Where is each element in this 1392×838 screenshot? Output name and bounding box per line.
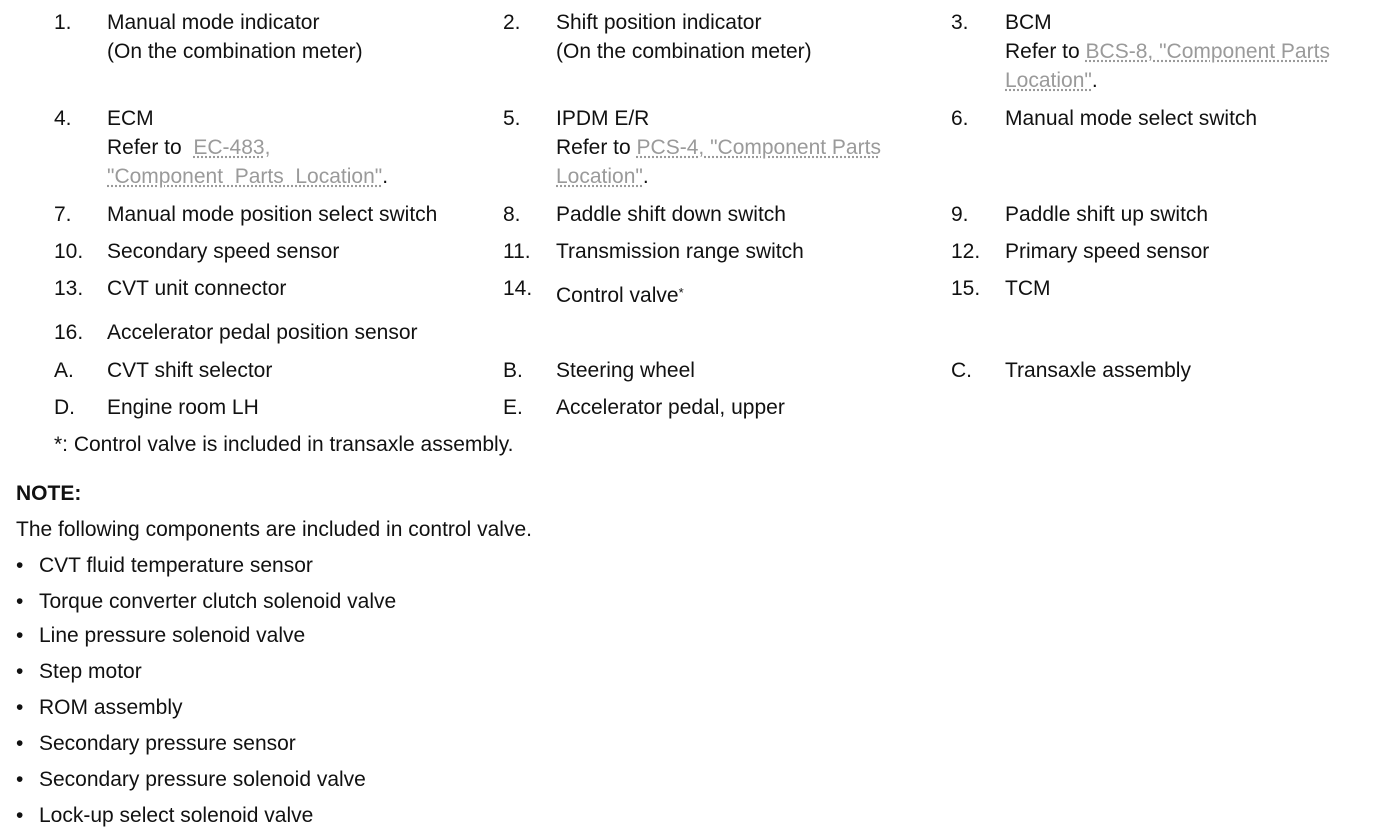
ec-483-link-cont[interactable]: "Component Parts Location" bbox=[107, 165, 383, 188]
bullet-icon: • bbox=[16, 768, 24, 791]
item-letter: C. bbox=[951, 359, 972, 382]
legend-item-manual-mode-select-switch bbox=[1005, 104, 1257, 133]
legend-item-ecm bbox=[107, 104, 388, 191]
list-item-text: Lock-up select solenoid valve bbox=[39, 804, 314, 827]
item-number: 8. bbox=[503, 203, 521, 226]
bullet-icon: • bbox=[16, 624, 24, 647]
legend-item-transmission-range-switch bbox=[556, 237, 804, 266]
list-item bbox=[16, 801, 313, 830]
item-label: Manual mode select switch bbox=[1005, 107, 1258, 130]
item-number: 9. bbox=[951, 203, 969, 226]
item-sublabel: (On the combination meter) bbox=[556, 40, 812, 63]
legend-item-paddle-shift-down-switch bbox=[556, 200, 786, 229]
bullet-icon: • bbox=[16, 554, 24, 577]
list-item-text: CVT fluid temperature sensor bbox=[39, 554, 313, 577]
legend-item-tcm bbox=[1005, 274, 1051, 303]
item-number: 14. bbox=[503, 277, 533, 300]
item-number: 16. bbox=[54, 321, 84, 344]
legend-item-primary-speed-sensor bbox=[1005, 237, 1209, 266]
item-label: Secondary speed sensor bbox=[107, 240, 340, 263]
item-number: 3. bbox=[951, 11, 969, 34]
link-suffix: . bbox=[382, 165, 389, 188]
list-item bbox=[16, 693, 183, 722]
list-item-text: Secondary pressure sensor bbox=[39, 732, 296, 755]
item-label: ECM bbox=[107, 107, 154, 130]
item-label: Paddle shift down switch bbox=[556, 203, 786, 226]
note-heading: NOTE: bbox=[16, 482, 82, 505]
item-label: Manual mode indicator bbox=[107, 11, 320, 34]
legend-item-manual-mode-indicator bbox=[107, 8, 363, 66]
pcs-4-link-cont[interactable]: Location" bbox=[556, 165, 643, 188]
list-item-text: Secondary pressure solenoid valve bbox=[39, 768, 366, 791]
list-item-text: Line pressure solenoid valve bbox=[39, 624, 306, 647]
legend-item-accelerator-pedal-upper bbox=[556, 393, 785, 422]
item-label: Engine room LH bbox=[107, 396, 259, 419]
legend-item-steering-wheel bbox=[556, 356, 695, 385]
item-number: 4. bbox=[54, 107, 72, 130]
legend-item-shift-position-indicator bbox=[556, 8, 812, 66]
bcs-8-link[interactable]: BCS-8, "Component Parts bbox=[1085, 40, 1330, 63]
item-label: Transaxle assembly bbox=[1005, 359, 1191, 382]
list-item bbox=[16, 729, 296, 758]
item-label: Transmission range switch bbox=[556, 240, 804, 263]
link-suffix: . bbox=[642, 165, 649, 188]
note-intro: The following components are included in control valve. bbox=[16, 518, 532, 541]
bullet-icon: • bbox=[16, 804, 24, 827]
bullet-icon: • bbox=[16, 590, 24, 613]
list-item bbox=[16, 551, 313, 580]
bullet-icon: • bbox=[16, 696, 24, 719]
refer-prefix: Refer to bbox=[1005, 40, 1086, 63]
item-letter: D. bbox=[54, 396, 75, 419]
item-label: TCM bbox=[1005, 277, 1051, 300]
item-label: Accelerator pedal position sensor bbox=[107, 321, 418, 344]
item-label: Manual mode position select switch bbox=[107, 203, 438, 226]
refer-prefix: Refer to bbox=[107, 136, 194, 159]
legend-item-manual-mode-position-select-switch bbox=[107, 200, 437, 229]
item-label: Accelerator pedal, upper bbox=[556, 396, 785, 419]
legend-item-control-valve bbox=[556, 281, 684, 310]
link-suffix: . bbox=[1091, 69, 1098, 92]
item-letter: A. bbox=[54, 359, 74, 382]
item-number: 10. bbox=[54, 240, 84, 263]
bullet-icon: • bbox=[16, 660, 24, 683]
refer-prefix: Refer to bbox=[556, 136, 637, 159]
item-label: BCM bbox=[1005, 11, 1052, 34]
list-item-text: ROM assembly bbox=[39, 696, 183, 719]
footnote-marker: * bbox=[678, 285, 684, 300]
legend-item-accelerator-pedal-position-sensor bbox=[107, 318, 418, 347]
item-number: 13. bbox=[54, 277, 84, 300]
item-label: Primary speed sensor bbox=[1005, 240, 1210, 263]
item-label: Paddle shift up switch bbox=[1005, 203, 1209, 226]
legend-item-paddle-shift-up-switch bbox=[1005, 200, 1208, 229]
item-letter: B. bbox=[503, 359, 523, 382]
legend-item-cvt-shift-selector bbox=[107, 356, 272, 385]
list-item bbox=[16, 657, 142, 686]
item-label: Steering wheel bbox=[556, 359, 695, 382]
list-item-text: Step motor bbox=[39, 660, 142, 683]
item-number: 1. bbox=[54, 11, 72, 34]
list-item bbox=[16, 587, 396, 616]
item-label: Shift position indicator bbox=[556, 11, 762, 34]
item-number: 7. bbox=[54, 203, 72, 226]
item-letter: E. bbox=[503, 396, 523, 419]
legend-item-transaxle-assembly bbox=[1005, 356, 1191, 385]
item-label: IPDM E/R bbox=[556, 107, 650, 130]
ec-483-link[interactable]: EC-483, bbox=[193, 136, 271, 159]
legend-item-bcm bbox=[1005, 8, 1330, 95]
bcs-8-link-cont[interactable]: Location" bbox=[1005, 69, 1092, 92]
item-label: Control valve bbox=[556, 284, 679, 307]
legend-item-cvt-unit-connector bbox=[107, 274, 286, 303]
item-number: 2. bbox=[503, 11, 521, 34]
legend-item-secondary-speed-sensor bbox=[107, 237, 339, 266]
item-number: 15. bbox=[951, 277, 981, 300]
item-number: 6. bbox=[951, 107, 969, 130]
item-number: 11. bbox=[503, 240, 531, 263]
item-sublabel: (On the combination meter) bbox=[107, 40, 363, 63]
item-number: 12. bbox=[951, 240, 981, 263]
bullet-icon: • bbox=[16, 732, 24, 755]
item-label: CVT shift selector bbox=[107, 359, 273, 382]
list-item-text: Torque converter clutch solenoid valve bbox=[39, 590, 397, 613]
pcs-4-link[interactable]: PCS-4, "Component Parts bbox=[636, 136, 881, 159]
list-item bbox=[16, 621, 305, 650]
legend-item-ipdm-er bbox=[556, 104, 881, 191]
item-number: 5. bbox=[503, 107, 521, 130]
item-label: CVT unit connector bbox=[107, 277, 287, 300]
footnote: *: Control valve is included in transaxle assembly. bbox=[54, 433, 514, 456]
legend-item-engine-room-lh bbox=[107, 393, 259, 422]
list-item bbox=[16, 765, 366, 794]
